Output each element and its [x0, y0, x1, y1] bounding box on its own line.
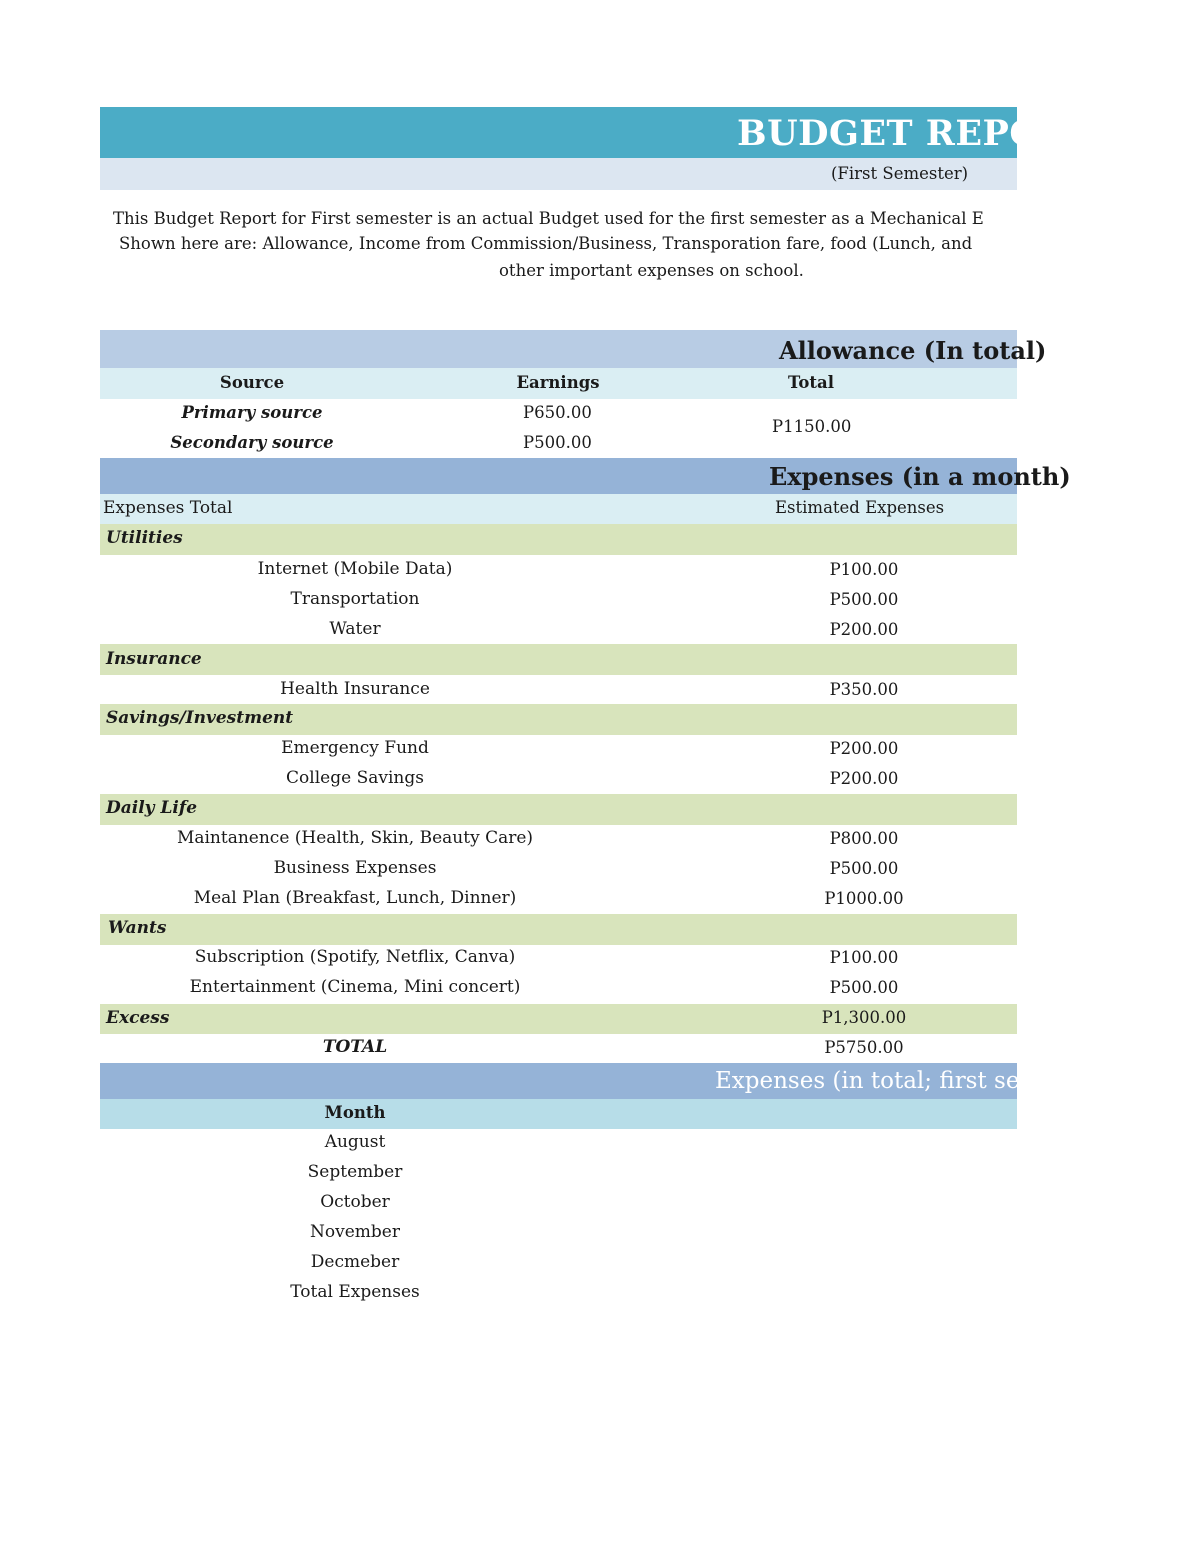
report-title: BUDGET REPORT	[737, 113, 1096, 154]
earnings-amount: P500.00	[523, 433, 592, 452]
expense-item-label: Maintanence (Health, Skin, Beauty Care)	[176, 828, 534, 848]
expense-item-amount: P1000.00	[824, 889, 904, 908]
month-label: August	[324, 1132, 386, 1152]
month-row	[100, 1159, 1017, 1189]
semester-expenses-header	[100, 1063, 1110, 1099]
expense-item-amount: P200.00	[829, 739, 899, 758]
excess-row	[100, 1004, 1017, 1034]
month-label: November	[310, 1222, 400, 1242]
expense-item-row	[100, 975, 1017, 1005]
expenses-column-headers	[100, 494, 1017, 524]
expenses-total-label: TOTAL	[322, 1037, 388, 1057]
month-row	[100, 1189, 1017, 1219]
expense-item-row	[100, 555, 1017, 585]
category-name: Daily Life	[106, 798, 198, 818]
expense-item-row	[100, 675, 1017, 705]
expense-item-amount: P100.00	[829, 948, 899, 967]
total-expenses-label: Total Expenses	[290, 1282, 420, 1302]
earnings-column-header: Earnings	[516, 373, 600, 392]
expense-item-row	[100, 885, 1017, 915]
expense-item-label: Transportation	[290, 589, 420, 609]
expense-item-row	[100, 825, 1017, 855]
month-label: Decmeber	[310, 1252, 400, 1272]
expense-item-label: Health Insurance	[280, 679, 430, 699]
expense-item-label: Meal Plan (Breakfast, Lunch, Dinner)	[193, 888, 517, 908]
expense-item-row	[100, 945, 1017, 975]
month-column-header-row	[100, 1099, 1017, 1129]
category-row	[100, 524, 1017, 555]
estimated-expenses-header: Estimated Expenses	[775, 498, 945, 517]
allowance-row	[100, 429, 1017, 459]
expense-item-amount: P350.00	[829, 680, 899, 699]
allowance-header	[100, 330, 1047, 368]
category-row	[100, 914, 1017, 945]
category-name: Insurance	[106, 649, 202, 669]
expense-item-label: Water	[329, 619, 381, 639]
category-row	[100, 794, 1017, 825]
semester-expenses-title: Expenses (in total; first semester)	[715, 1068, 1110, 1094]
month-label: October	[320, 1192, 390, 1212]
category-name: Savings/Investment	[106, 708, 294, 728]
expenses-total-row	[100, 1034, 1017, 1063]
allowance-title: Allowance (In total)	[779, 336, 1047, 365]
expense-item-amount: P100.00	[829, 560, 899, 579]
category-name: Wants	[108, 918, 167, 938]
expense-item-amount: P500.00	[829, 978, 899, 997]
expense-item-row	[100, 735, 1017, 765]
category-name: Utilities	[106, 528, 183, 548]
total-column-header: Total	[788, 373, 834, 392]
report-subtitle: (First Semester)	[831, 164, 969, 183]
expense-item-row	[100, 615, 1017, 645]
month-column-header: Month	[324, 1103, 386, 1122]
expense-item-amount: P200.00	[829, 769, 899, 788]
budget-sheet	[100, 107, 1110, 1337]
description-line: This Budget Report for First semester is an actual Budget used for the first semester as a Mechanical E	[113, 209, 984, 228]
expense-item-amount: P800.00	[829, 829, 899, 848]
expense-item-row	[100, 585, 1017, 615]
expense-item-amount: P500.00	[829, 590, 899, 609]
allowance-row	[100, 399, 1017, 429]
source-name: Primary source	[181, 403, 323, 422]
expense-item-row	[100, 855, 1017, 885]
expense-item-label: Entertainment (Cinema, Mini concert)	[189, 977, 521, 997]
allowance-total-amount: P1150.00	[772, 417, 852, 436]
subtitle-band	[100, 158, 1017, 190]
expense-item-label: College Savings	[286, 768, 424, 788]
title-band	[100, 107, 1096, 158]
earnings-amount: P650.00	[523, 403, 592, 422]
expense-item-row	[100, 765, 1017, 795]
excess-amount: P1,300.00	[821, 1008, 907, 1027]
description-block	[100, 207, 1017, 287]
expense-item-label: Business Expenses	[273, 858, 437, 878]
expense-item-amount: P500.00	[829, 859, 899, 878]
category-row	[100, 644, 1017, 675]
expenses-header	[100, 458, 1071, 494]
month-row	[100, 1249, 1017, 1279]
expense-item-label: Internet (Mobile Data)	[257, 559, 453, 579]
description-line: Shown here are: Allowance, Income from Commission/Business, Transporation fare, food (Lunch, and	[119, 234, 973, 253]
month-row	[100, 1279, 1017, 1309]
category-row	[100, 704, 1017, 735]
source-name: Secondary source	[170, 433, 334, 452]
expenses-total-amount: P5750.00	[824, 1038, 904, 1057]
source-column-header: Source	[219, 373, 285, 392]
expenses-title: Expenses (in a month)	[769, 462, 1071, 491]
excess-label: Excess	[106, 1008, 170, 1028]
month-row	[100, 1219, 1017, 1249]
expenses-label-header: Expenses Total	[103, 498, 233, 518]
expense-item-label: Emergency Fund	[281, 738, 429, 758]
month-row	[100, 1129, 1017, 1159]
allowance-column-headers	[100, 368, 1017, 399]
expense-item-label: Subscription (Spotify, Netflix, Canva)	[194, 947, 516, 967]
expense-item-amount: P200.00	[829, 620, 899, 639]
description-line: other important expenses on school.	[499, 261, 804, 280]
month-label: September	[307, 1162, 403, 1182]
